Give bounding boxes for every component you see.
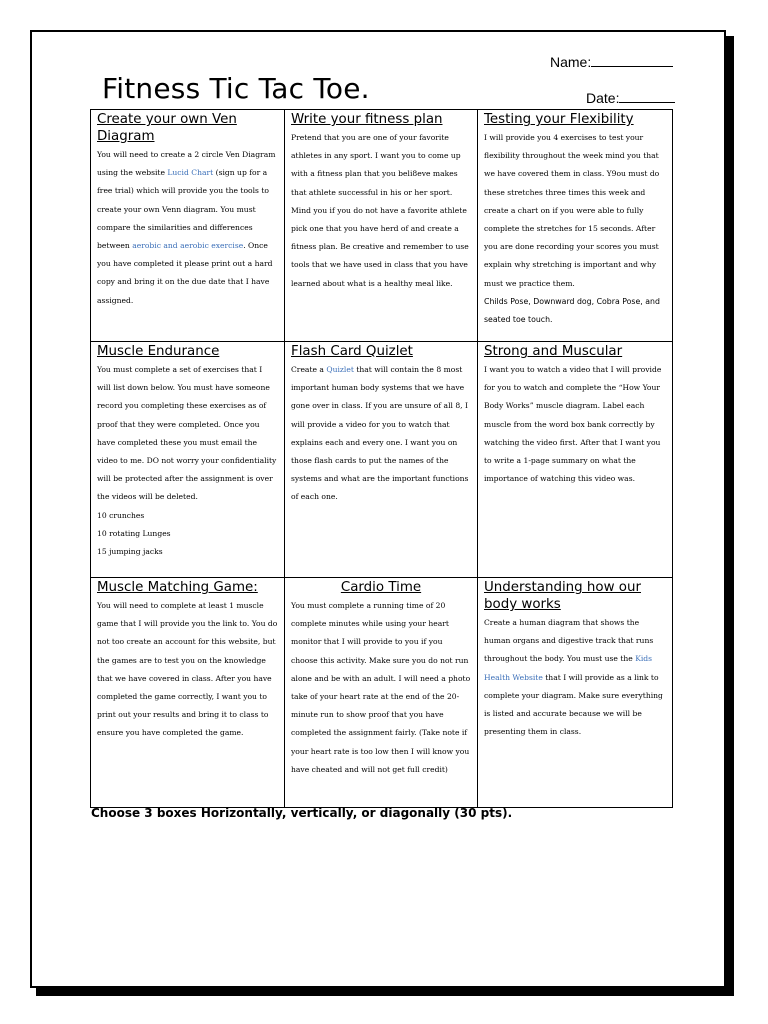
cell-text: that I will provide as a link to complete your diagram. Make sure everything is listed and accurate because we will be presenting them in class. [484,672,663,737]
date-label: Date: [586,90,620,106]
cell-title: Flash Card Quizlet [291,344,413,359]
cell-title: Strong and Muscular [484,344,623,359]
cell-body [291,361,471,507]
cell-body [97,146,278,310]
cell-title: Understanding how our body works [484,580,641,612]
exercise-item: 15 jumping jacks [97,547,163,557]
cell-body: You will need to complete at least 1 muscle game that I will provide you the link to. You do not too create an account for this website, but the games are to test you on the knowledge that we have covered in class. After you have completed the game correctly, I want you to print out your results and bring it to class to ensure you have completed the game. [97,601,278,738]
cell-body [484,129,666,329]
cell-body: I want you to watch a video that I will provide for you to watch and complete the “How Your Body Works” muscle diagram. Label each muscle from the word box bank correctly by watching the video first. After that I want you to write a 1-page summary on what the importance of watching this video was. [484,365,662,484]
cell-text: that will contain the 8 most important human body systems that we have gone over in class. If you are unsure of all 8, I will provide a video for you to watch that explains each and every one. I want you on those flash cards to put the names of the systems and what are the important functions of each one. [291,365,469,502]
cell-title: Create your own Ven Diagram [97,112,237,144]
cell-text: Create a human diagram that shows the human organs and digestive track that runs throughout the body. You must use the [484,618,654,664]
date-field[interactable] [586,88,675,106]
grid-cell-flexibility [478,110,673,342]
name-blank[interactable] [591,52,673,67]
stretch-list: Childs Pose, Downward dog, Cobra Pose, and seated toe touch. [484,296,660,325]
exercise-item: 10 crunches [97,510,145,520]
name-label: Name: [550,54,592,70]
cell-body [97,361,278,561]
grid-cell-flash-card-quizlet [285,342,478,578]
aerobic-exercise-link[interactable]: aerobic and aerobic exercise [132,241,244,251]
cell-text: Create a [291,365,327,374]
cell-body: You must complete a running time of 20 complete minutes while using your heart monitor that I will provide to you if you choose this activity. Make sure you do not run alone and be with an adult. I will need a photo take of your heart rate at the end of the 20-minute run to show proof that you have completed the assignment fairly. (Take note if your heart rate is too low then I will know you have cheated and will not get full credit) [291,601,471,774]
grid-cell-cardio-time [285,578,478,808]
cell-title: Cardio Time [340,580,422,595]
grid-cell-ven-diagram [91,110,285,342]
instructions-footer: Choose 3 boxes Horizontally, vertically, or diagonally (30 pts). [91,806,513,820]
kids-health-link[interactable]: Kids Health Website [484,654,653,682]
cell-body: Pretend that you are one of your favorite athletes in any sport. I want you to come up with a fitness plan that you beli8eve makes that athlete successful in his or her sport. Mind you if you do not have a favorite athlete pick one that you have herd of and create a fitness plan. Be creative and remember to use tools that we have used in class that you have learned about what is a healthy meal like. [291,133,469,288]
cell-text: . Once you have completed it please print out a hard copy and bring it on the due date that I have assigned. [97,241,273,305]
cell-body [484,614,666,741]
exercise-item: 10 rotating Lunges [97,528,171,538]
quizlet-link[interactable]: Quizlet [326,365,354,374]
cell-text: (sign up for a free trial) which will provide you the tools to create your own Venn diagram. You must compare the similarities and differences between [97,168,269,251]
grid-cell-muscle-matching [91,578,285,808]
grid-cell-body-works [478,578,673,808]
grid-cell-strong-muscular [478,342,673,578]
cell-title: Muscle Matching Game: [97,580,258,595]
cell-text: You must complete a set of exercises that I will list down below. You must have someone record you completing these exercises as of proof that they were completed. Once you have completed these you must email the video to me. DO not worry your confidentiality will be protected after the assignment is over the videos will be deleted. [97,365,277,502]
grid-cell-muscle-endurance [91,342,285,578]
page-title: Fitness Tic Tac Toe. [102,72,370,105]
tic-tac-toe-grid [90,109,673,808]
cell-title: Muscle Endurance [97,344,220,359]
cell-text: You will need to create a 2 circle Ven Diagram using the website [97,150,276,178]
date-blank[interactable] [619,88,675,103]
cell-title: Testing your Flexibility [484,112,634,127]
cell-title: Write your fitness plan [291,112,443,127]
lucid-chart-link[interactable]: Lucid Chart [167,168,214,178]
name-field[interactable] [550,52,673,70]
grid-cell-fitness-plan [285,110,478,342]
cell-text: I will provide you 4 exercises to test your flexibility throughout the week mind you that we have covered them in class. Y9ou must do these stretches three times this week and create a chart on if you were able to fully complete the stretches for 15 seconds. After you are done recording your scores you must explain why stretching is important and why must we practice them. [484,133,660,288]
